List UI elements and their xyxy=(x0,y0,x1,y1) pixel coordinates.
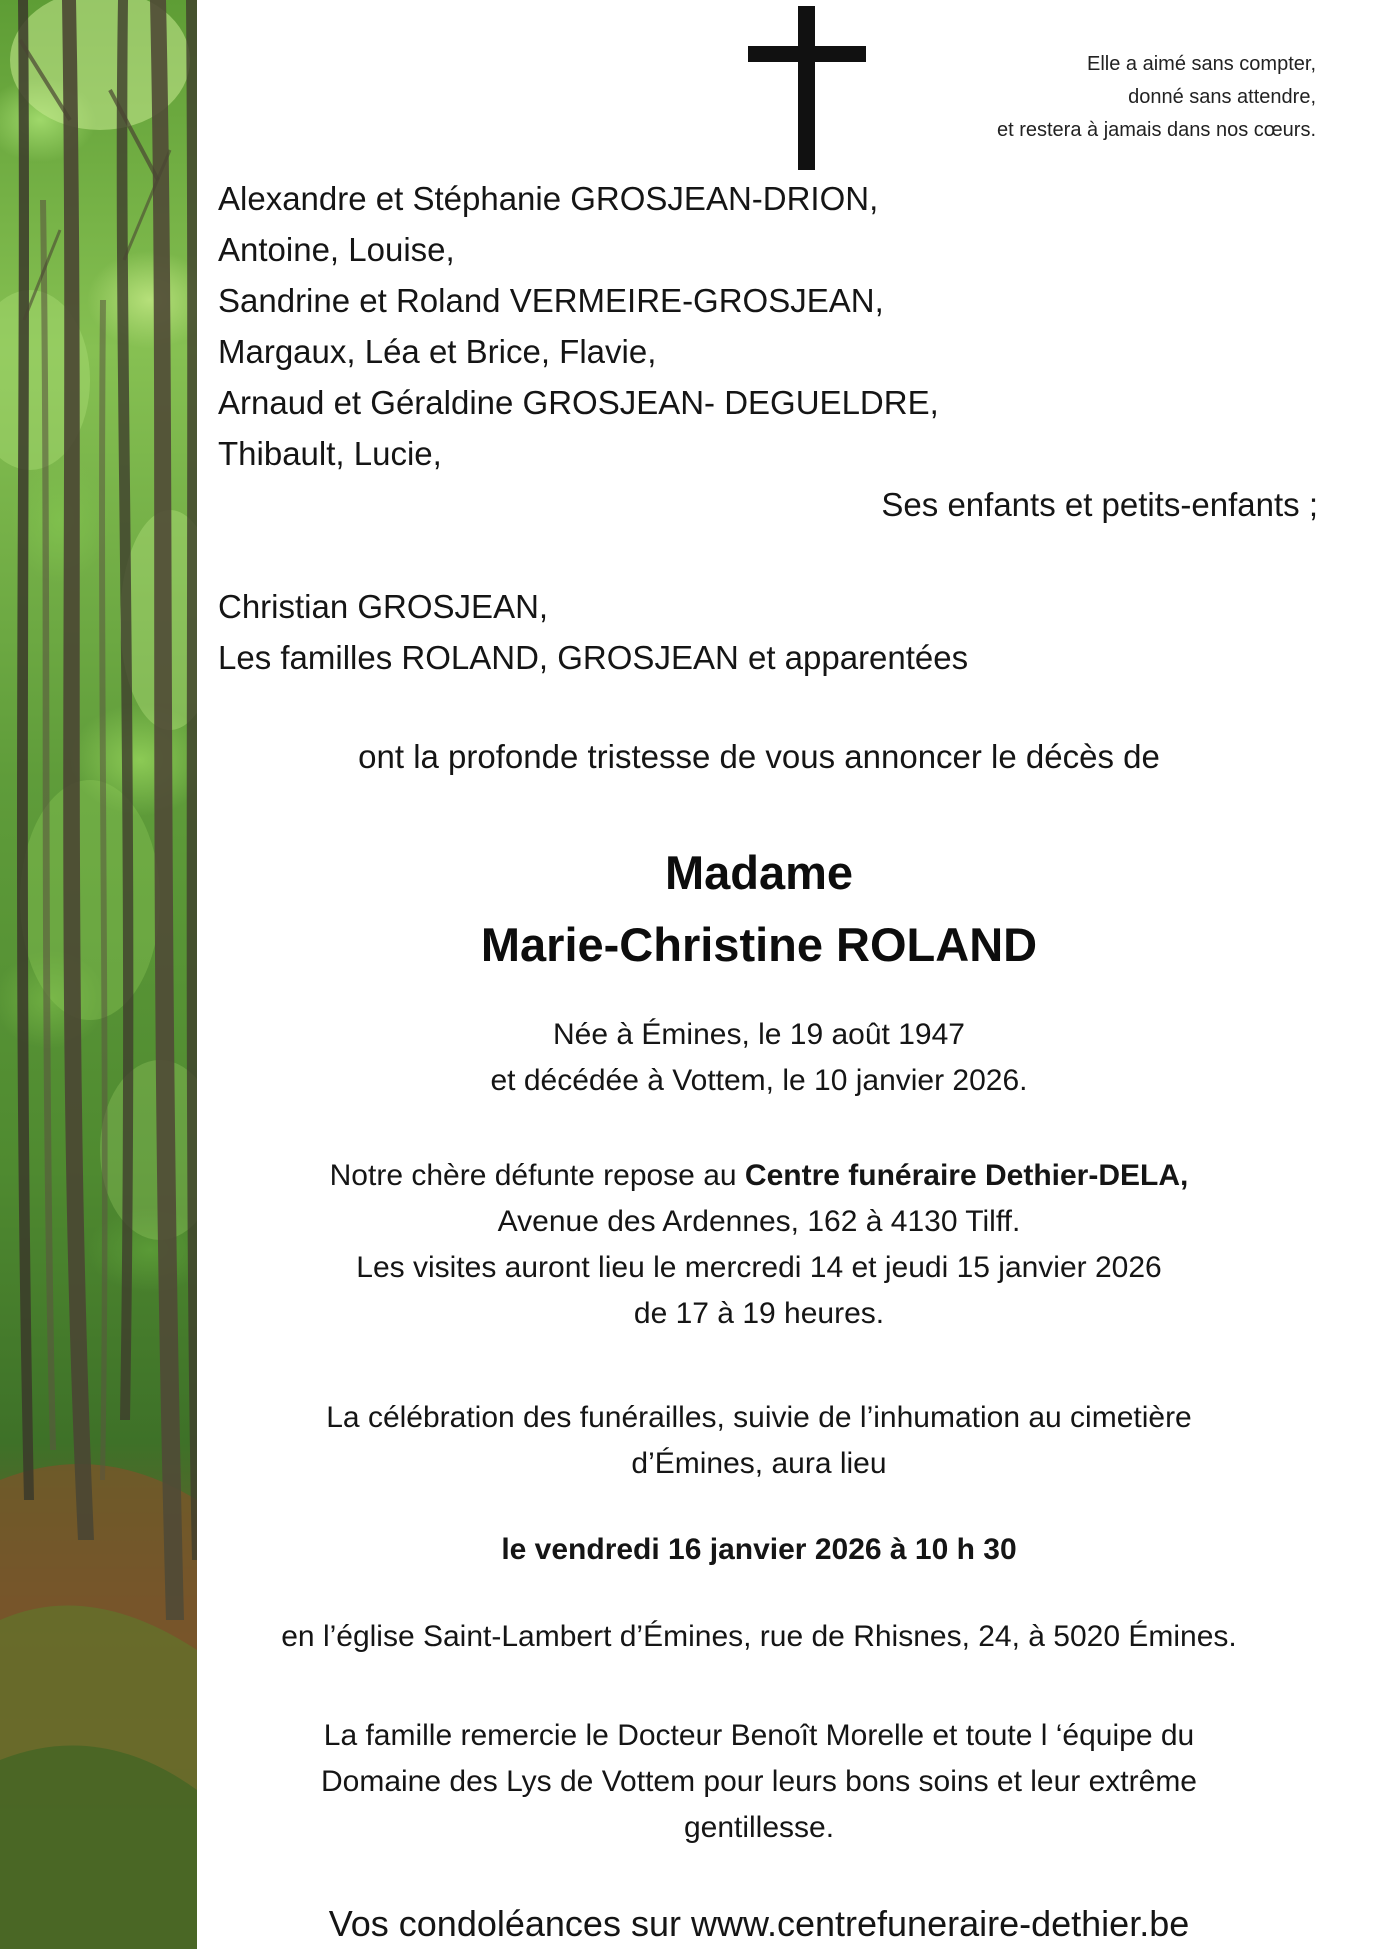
forest-trunks xyxy=(0,0,197,1949)
condolences-link[interactable]: Vos condoléances sur www.centrefuneraire-dethier.be xyxy=(328,1903,1190,1944)
repose-intro: Notre chère défunte repose au xyxy=(329,1159,745,1192)
family-line: Les familles ROLAND, GROSJEAN et apparentées xyxy=(218,639,969,676)
children-label: Ses enfants et petits-enfants ; xyxy=(881,486,1318,523)
celebration-info xyxy=(200,1395,1318,1487)
deceased-name: Marie-Christine ROLAND xyxy=(480,918,1038,971)
thanks-text xyxy=(200,1713,1318,1851)
church-location: en l’église Saint-Lambert d’Émines, rue de Rhisnes, 24, à 5020 Émines. xyxy=(281,1620,1237,1653)
funeral-home-name: Centre funéraire Dethier-DELA, xyxy=(744,1159,1189,1192)
birth-death-dates xyxy=(200,1012,1318,1104)
latin-cross-icon xyxy=(748,6,866,170)
repose-line xyxy=(200,1153,1318,1199)
thanks-line: Domaine des Lys de Vottem pour leurs bons soins et leur extrême xyxy=(320,1765,1197,1798)
family-line: Arnaud et Géraldine GROSJEAN- DEGUELDRE, xyxy=(218,384,939,421)
forest-photo xyxy=(0,0,197,1949)
celebration-line: d’Émines, aura lieu xyxy=(631,1447,887,1480)
family-line: Margaux, Léa et Brice, Flavie, xyxy=(218,333,657,370)
death-line: et décédée à Vottem, le 10 janvier 2026. xyxy=(490,1064,1028,1097)
thanks-line: La famille remercie le Docteur Benoît Morelle et toute l ‘équipe du xyxy=(323,1719,1195,1752)
visits-line: Les visites auront lieu le mercredi 14 et jeudi 15 janvier 2026 xyxy=(356,1251,1162,1284)
birth-line: Née à Émines, le 19 août 1947 xyxy=(553,1018,965,1051)
epitaph-line: et restera à jamais dans nos cœurs. xyxy=(996,119,1316,141)
family-list xyxy=(218,173,1328,683)
repose-address: Avenue des Ardennes, 162 à 4130 Tilff. xyxy=(497,1205,1021,1238)
deceased-block xyxy=(200,837,1318,981)
repose-info xyxy=(200,1153,1318,1337)
epitaph-line: Elle a aimé sans compter, xyxy=(1087,53,1316,75)
deceased-title: Madame xyxy=(664,846,854,899)
celebration-line: La célébration des funérailles, suivie de l’inhumation au cimetière xyxy=(326,1401,1192,1434)
visits-hours: de 17 à 19 heures. xyxy=(633,1297,885,1330)
announcement: ont la profonde tristesse de vous annoncer le décès de xyxy=(358,738,1160,775)
ceremony-datetime: le vendredi 16 janvier 2026 à 10 h 30 xyxy=(501,1533,1017,1566)
family-line: Christian GROSJEAN, xyxy=(218,588,549,625)
family-line: Sandrine et Roland VERMEIRE-GROSJEAN, xyxy=(218,282,884,319)
thanks-line: gentillesse. xyxy=(683,1811,835,1844)
family-line: Antoine, Louise, xyxy=(218,231,455,268)
epitaph-line: donné sans attendre, xyxy=(1128,86,1316,108)
family-line: Thibault, Lucie, xyxy=(218,435,442,472)
epitaph xyxy=(896,48,1316,147)
family-line: Alexandre et Stéphanie GROSJEAN-DRION, xyxy=(218,180,879,217)
